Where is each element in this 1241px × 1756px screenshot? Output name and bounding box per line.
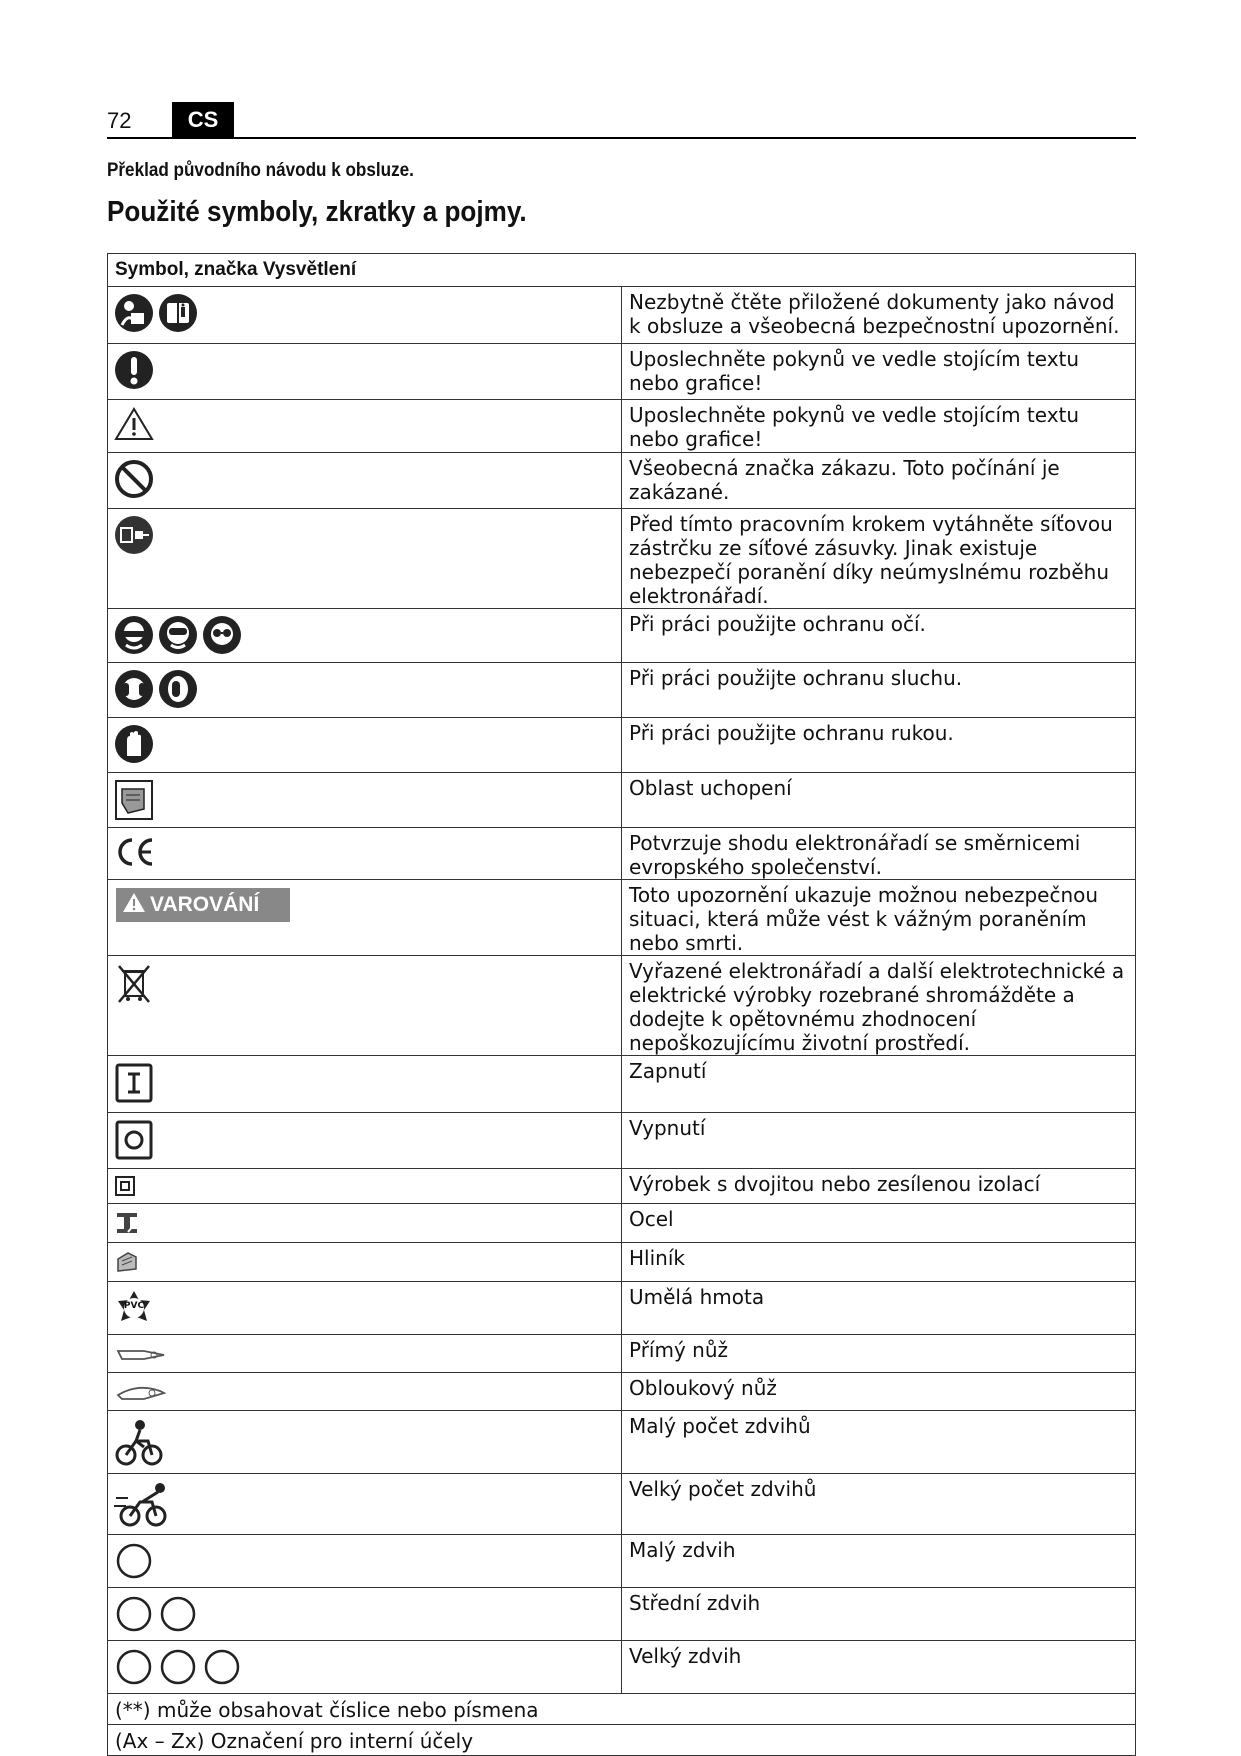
symbols-table <box>107 253 1136 1756</box>
table-row <box>108 344 1136 400</box>
table-row <box>108 1373 1136 1411</box>
description-cell: Zapnutí <box>622 1056 1136 1113</box>
circle-icon <box>114 1647 154 1687</box>
goggles-icon <box>158 615 198 655</box>
description-cell: Malý počet zdvihů <box>622 1411 1136 1474</box>
description-cell: Umělá hmota <box>622 1282 1136 1335</box>
aluminium-icon <box>114 1249 140 1275</box>
plastic-pvc-icon <box>114 1288 154 1328</box>
slow-cyclist-icon <box>114 1417 164 1467</box>
varovani-text: VAROVÁNÍ <box>150 893 260 916</box>
description-cell: Střední zdvih <box>622 1588 1136 1641</box>
symbol-icons <box>108 1588 621 1640</box>
footnote-cell <box>108 1725 1136 1756</box>
description-cell: Ocel <box>622 1204 1136 1243</box>
circle-icon <box>114 1541 154 1581</box>
table-row <box>108 1474 1136 1535</box>
symbol-icons <box>108 509 621 561</box>
description-cell: Velký počet zdvihů <box>622 1474 1136 1535</box>
circle-icon <box>158 1647 198 1687</box>
symbol-icons <box>108 1113 621 1167</box>
symbol-icons <box>108 400 621 448</box>
crossed-bin-icon <box>114 962 154 1006</box>
footnote-row <box>108 1725 1136 1756</box>
warning-triangle-icon <box>122 891 146 919</box>
exclamation-icon <box>114 350 154 390</box>
symbol-cell <box>108 609 622 663</box>
varovani-label <box>116 888 290 922</box>
table-row <box>108 718 1136 773</box>
fast-cyclist-icon <box>114 1480 174 1528</box>
symbol-icons <box>108 1169 621 1203</box>
table-header-row <box>108 254 1136 287</box>
power-on-icon <box>114 1062 154 1104</box>
symbol-cell <box>108 1056 622 1113</box>
table-row <box>108 287 1136 344</box>
table-row <box>108 1411 1136 1474</box>
description-cell: Uposlechněte pokynů ve vedle stojícím textu nebo grafice! <box>622 400 1136 453</box>
symbol-cell <box>108 1243 622 1282</box>
symbol-cell <box>108 1282 622 1335</box>
description-cell: Malý zdvih <box>622 1535 1136 1588</box>
ce-mark-icon <box>114 834 158 870</box>
page-number: 72 <box>107 108 132 133</box>
ear-muffs-icon <box>114 669 154 709</box>
description-cell: Velký zdvih <box>622 1641 1136 1694</box>
footnote-row <box>108 1694 1136 1725</box>
steel-icon <box>114 1210 140 1236</box>
symbol-cell <box>108 1335 622 1373</box>
symbol-cell <box>108 663 622 718</box>
description-cell: Před tímto pracovním krokem vytáhněte síťovou zástrčku ze síťové zásuvky. Jinak existuje nebezpečí poranění díky neúmyslnému rozběhu elektronářadí. <box>622 509 1136 609</box>
prohibition-icon <box>114 459 154 499</box>
curved-blade-icon <box>114 1379 174 1403</box>
symbol-icons <box>108 1535 621 1587</box>
symbol-icons <box>108 1204 621 1242</box>
symbol-icons <box>108 287 621 339</box>
table-row <box>108 880 1136 956</box>
warning-triangle-icon <box>114 406 154 442</box>
unplug-icon <box>114 515 154 555</box>
description-cell: Toto upozornění ukazuje možnou nebezpečnou situaci, která může vést k vážným poraněním nebo smrti. <box>622 880 1136 956</box>
table-row <box>108 828 1136 880</box>
description-cell: Obloukový nůž <box>622 1373 1136 1411</box>
table-row <box>108 773 1136 828</box>
symbol-cell <box>108 1411 622 1474</box>
symbol-icons <box>108 1373 621 1409</box>
symbol-cell <box>108 956 622 1056</box>
table-row <box>108 1056 1136 1113</box>
description-cell: Vyřazené elektronářadí a další elektrotechnické a elektrické výrobky rozebrané shromážděte a dodejte k opětovnému zhodnocení nepoškozujícímu životní prostředí. <box>622 956 1136 1056</box>
symbol-icons <box>108 609 621 661</box>
symbol-icons <box>108 1282 621 1334</box>
description-cell: Vypnutí <box>622 1113 1136 1169</box>
symbol-icons <box>108 1474 621 1534</box>
description-cell: Při práci použijte ochranu sluchu. <box>622 663 1136 718</box>
symbol-icons <box>108 1056 621 1110</box>
pvc-label: PVC <box>123 1301 145 1311</box>
description-cell: Uposlechněte pokynů ve vedle stojícím textu nebo grafice! <box>622 344 1136 400</box>
symbol-cell <box>108 400 622 453</box>
double-insulation-icon <box>114 1175 136 1197</box>
grip-area-icon <box>114 779 154 821</box>
symbol-icons <box>108 828 621 876</box>
table-header <box>108 254 1136 287</box>
language-tab: CS <box>172 102 234 138</box>
symbol-icons <box>108 1243 621 1281</box>
table-row <box>108 1243 1136 1282</box>
table-row <box>108 1169 1136 1204</box>
table-row <box>108 609 1136 663</box>
table-row <box>108 1282 1136 1335</box>
symbol-cell <box>108 828 622 880</box>
symbol-icons <box>108 1335 621 1371</box>
table-row <box>108 400 1136 453</box>
description-cell: Hliník <box>622 1243 1136 1282</box>
header-rule <box>107 137 1136 139</box>
read-manual-icon <box>114 293 154 333</box>
symbol-icons <box>108 773 621 827</box>
table-row <box>108 1535 1136 1588</box>
table-row <box>108 1588 1136 1641</box>
symbol-cell <box>108 1169 622 1204</box>
symbol-icons <box>108 344 621 396</box>
description-cell: Přímý nůž <box>622 1335 1136 1373</box>
gloves-icon <box>114 724 154 764</box>
symbol-cell <box>108 880 622 956</box>
symbol-icons <box>108 453 621 505</box>
straight-blade-icon <box>114 1341 174 1365</box>
page-title: Použité symboly, zkratky a pojmy. <box>107 196 527 228</box>
description-cell: Všeobecná značka zákazu. Toto počínání je zakázané. <box>622 453 1136 509</box>
symbol-icons <box>108 1641 621 1693</box>
symbol-cell <box>108 453 622 509</box>
symbol-cell <box>108 1373 622 1411</box>
description-cell: Při práci použijte ochranu očí. <box>622 609 1136 663</box>
table-row <box>108 1113 1136 1169</box>
table-row <box>108 509 1136 609</box>
symbol-cell <box>108 1535 622 1588</box>
table-row <box>108 1204 1136 1243</box>
description-cell: Při práci použijte ochranu rukou. <box>622 718 1136 773</box>
circle-icon <box>158 1594 198 1634</box>
table-row <box>108 453 1136 509</box>
symbol-cell <box>108 287 622 344</box>
symbol-icons <box>108 956 621 1012</box>
manual-book-icon <box>158 293 198 333</box>
footnote-text: (**) může obsahovat číslice nebo písmena <box>115 1698 539 1722</box>
description-cell: Nezbytně čtěte přiložené dokumenty jako návod k obsluze a všeobecná bezpečnostní upozornění. <box>622 287 1136 344</box>
symbol-cell <box>108 718 622 773</box>
description-cell: Oblast uchopení <box>622 773 1136 828</box>
symbol-cell <box>108 509 622 609</box>
symbol-icons <box>108 718 621 770</box>
ear-protection-icon <box>158 669 198 709</box>
footnote-text: (Ax – Zx) Označení pro interní účely <box>115 1729 474 1753</box>
description-cell: Potvrzuje shodu elektronářadí se směrnicemi evropského společenství. <box>622 828 1136 880</box>
footnote-cell <box>108 1694 1136 1725</box>
circle-icon <box>202 1647 242 1687</box>
document-subtitle: Překlad původního návodu k obsluze. <box>107 160 414 181</box>
description-cell: Výrobek s dvojitou nebo zesílenou izolací <box>622 1169 1136 1204</box>
table-header-text: Symbol, značka Vysvětlení <box>115 259 357 280</box>
safety-glasses-icon <box>202 615 242 655</box>
symbol-icons <box>108 663 621 715</box>
face-shield-icon <box>114 615 154 655</box>
symbol-cell <box>108 1641 622 1694</box>
symbol-icons <box>108 1411 621 1473</box>
circle-icon <box>114 1594 154 1634</box>
symbol-cell <box>108 1113 622 1169</box>
power-off-icon <box>114 1119 154 1161</box>
symbol-cell <box>108 1204 622 1243</box>
symbol-cell <box>108 773 622 828</box>
table-row <box>108 956 1136 1056</box>
symbol-cell <box>108 1474 622 1535</box>
table-row <box>108 1335 1136 1373</box>
symbol-cell <box>108 344 622 400</box>
symbol-cell <box>108 1588 622 1641</box>
table-row <box>108 663 1136 718</box>
table-row <box>108 1641 1136 1694</box>
